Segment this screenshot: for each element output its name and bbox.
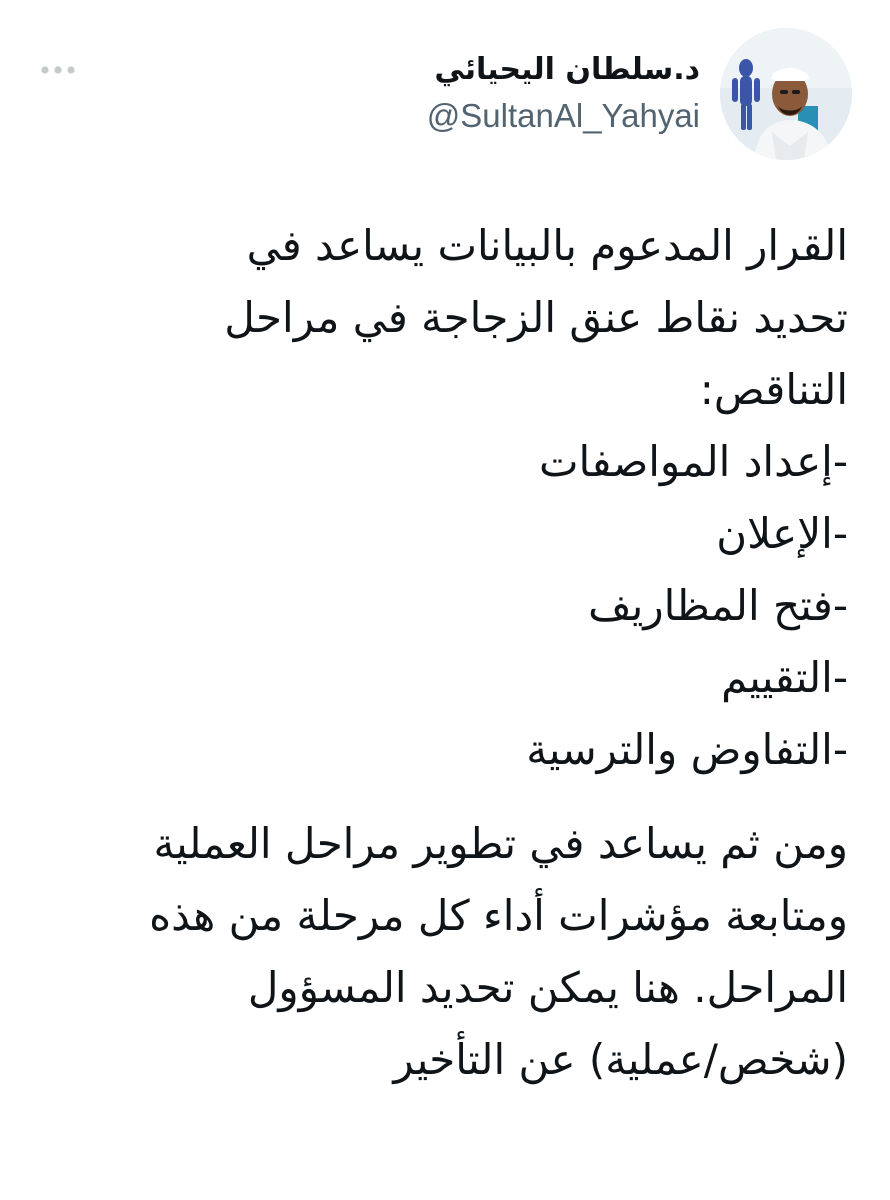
tweet-intro [30, 210, 848, 426]
list-item: -إعداد المواصفات [538, 437, 848, 486]
text-line: ومتابعة مؤشرات أداء كل مرحلة من هذه [149, 891, 848, 940]
avatar[interactable] [720, 28, 852, 160]
avatar-photo [720, 28, 852, 160]
list-item: -فتح المظاريف [588, 581, 848, 630]
display-name[interactable]: د.سلطان اليحيائي [434, 52, 700, 87]
text-line: ومن ثم يساعد في تطوير مراحل العملية [153, 819, 848, 868]
list-item: -التقييم [721, 653, 848, 702]
text-line: تحديد نقاط عنق الزجاجة في مراحل [224, 293, 848, 342]
author-block[interactable] [427, 50, 700, 138]
text-line: القرار المدعوم بالبيانات يساعد في [246, 221, 848, 270]
text-line: المراحل. هنا يمكن تحديد المسؤول [247, 963, 848, 1012]
text-line: (شخص/عملية) عن التأخير [393, 1035, 848, 1084]
more-horizontal-icon [38, 58, 78, 82]
tweet-closing [30, 808, 848, 1096]
tweet-header [38, 28, 852, 163]
list-item: -الإعلان [716, 509, 848, 558]
user-handle[interactable]: @SultanAl_Yahyai [426, 97, 700, 134]
tender-steps-list [30, 426, 848, 786]
list-item: -التفاوض والترسية [526, 725, 848, 774]
more-options-button[interactable] [38, 58, 78, 82]
tweet-text [30, 210, 848, 1096]
text-line: التناقص: [699, 365, 848, 414]
